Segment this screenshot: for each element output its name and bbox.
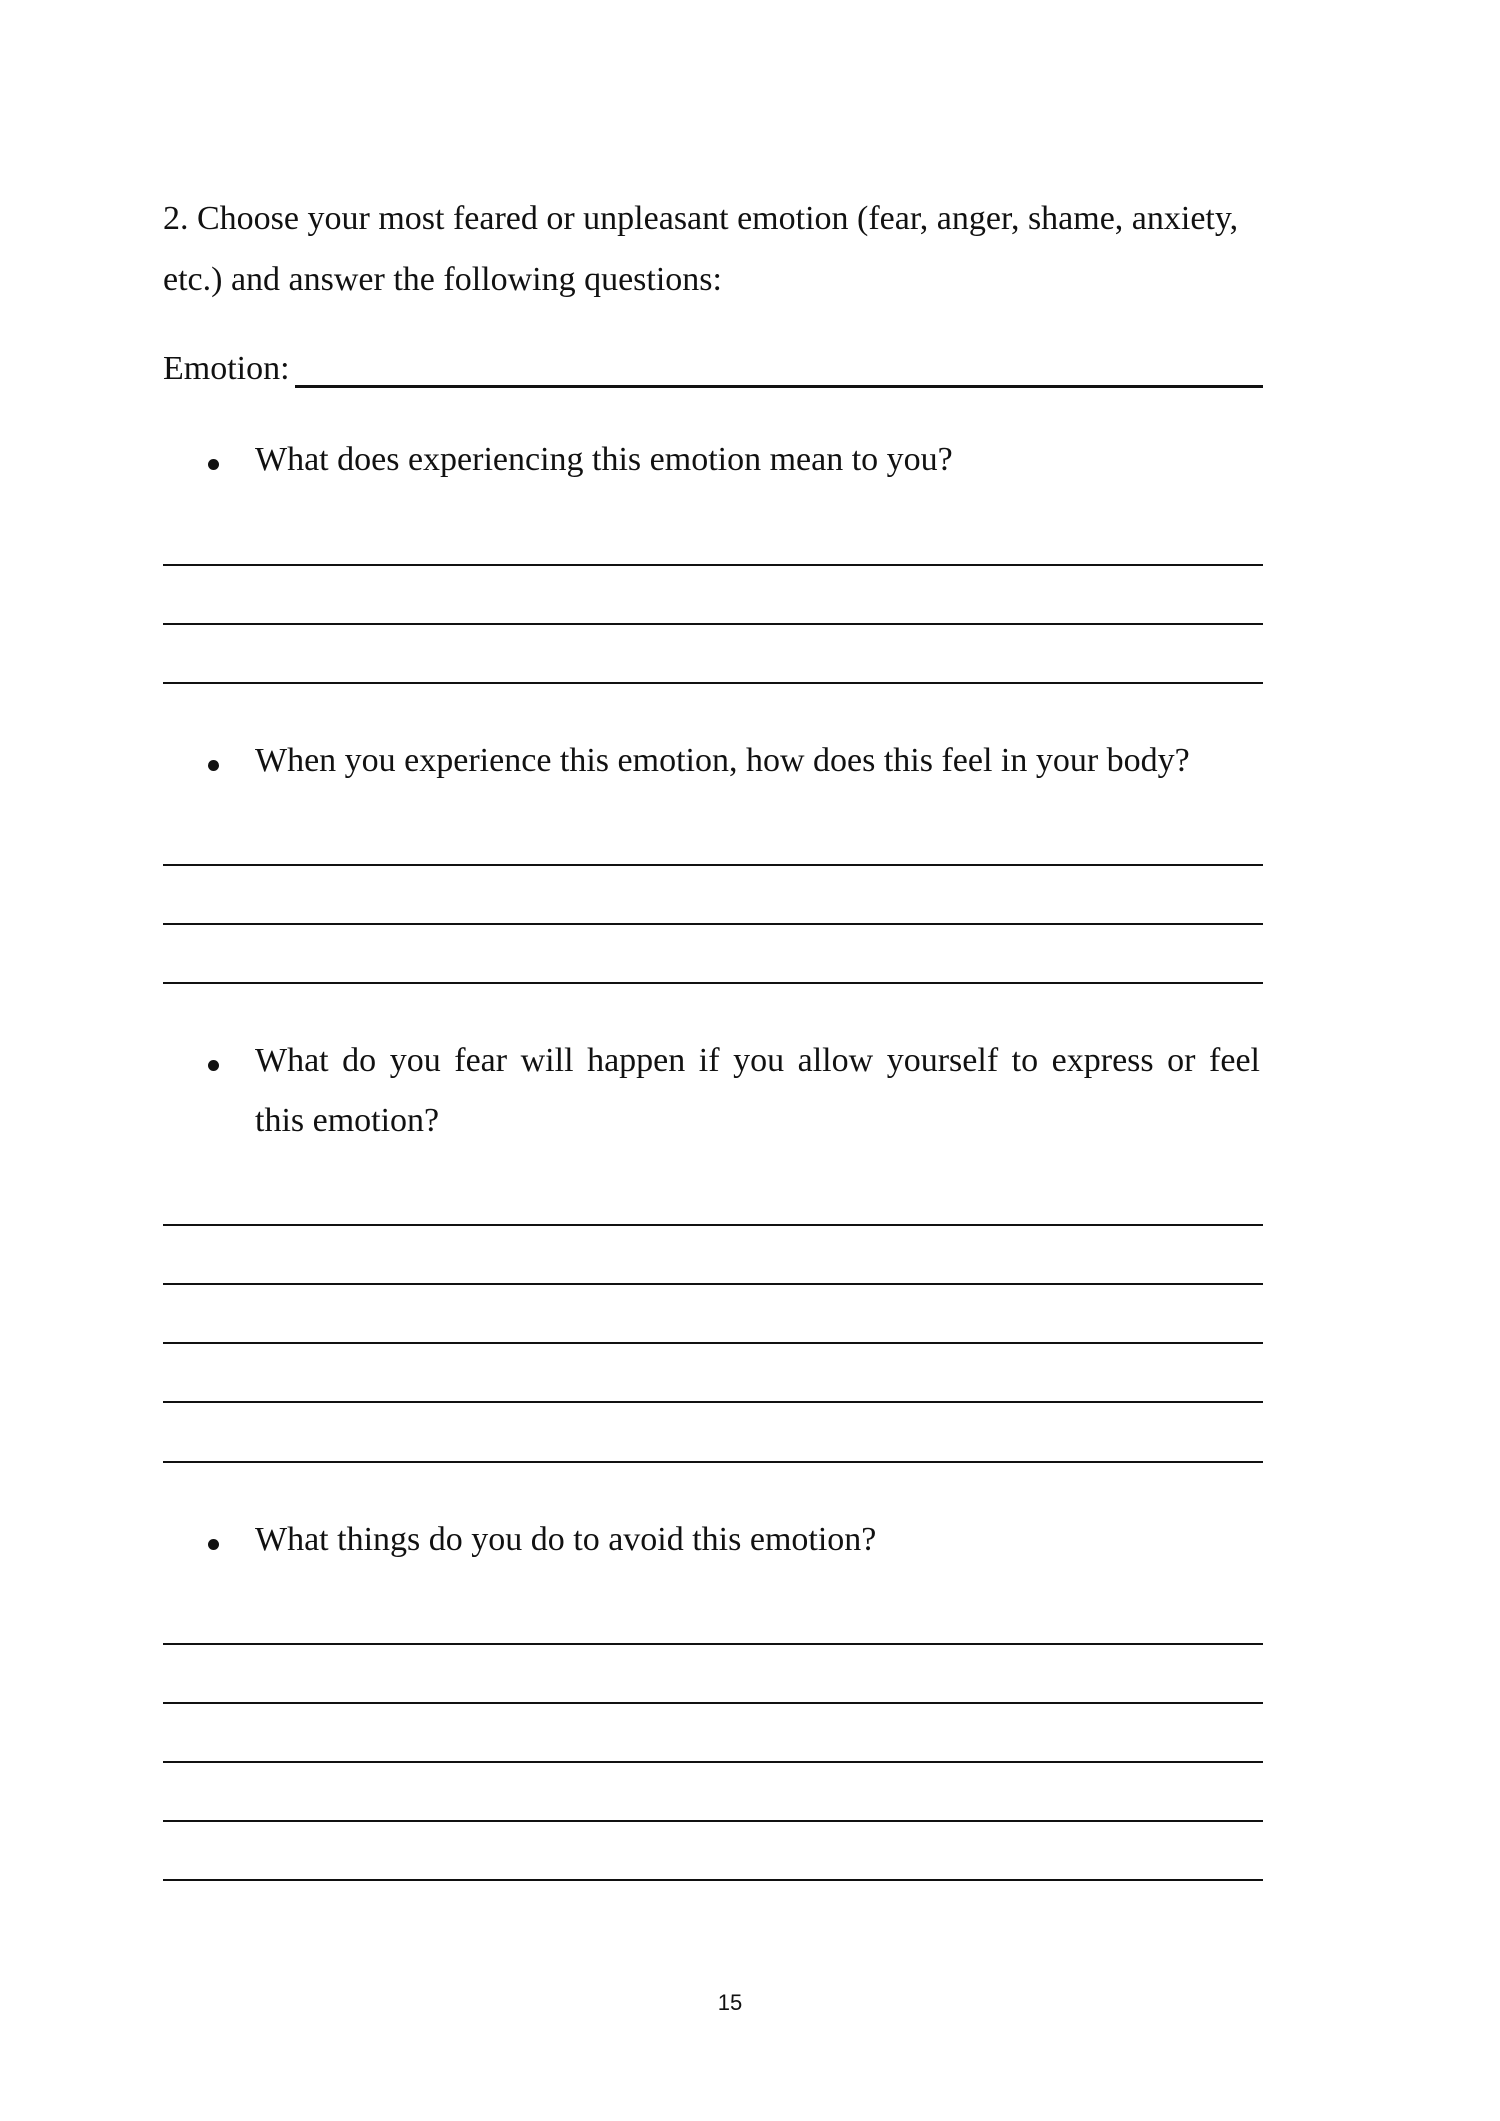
answer-line-q4-3[interactable]: [163, 1761, 1263, 1763]
answer-line-q3-3[interactable]: [163, 1342, 1263, 1344]
question-4-text: What things do you do to avoid this emotion?: [255, 1521, 877, 1558]
bullet-icon: [208, 459, 219, 470]
bullet-icon: [208, 760, 219, 771]
emotion-label: Emotion:: [163, 350, 290, 387]
answer-line-q2-3[interactable]: [163, 982, 1263, 984]
bullet-icon: [208, 1539, 219, 1550]
answer-line-q2-1[interactable]: [163, 864, 1263, 866]
answer-line-q4-2[interactable]: [163, 1702, 1263, 1704]
answer-line-q4-5[interactable]: [163, 1879, 1263, 1881]
answer-line-q2-2[interactable]: [163, 923, 1263, 925]
question-2-text: When you experience this emotion, how does this feel in your body?: [255, 742, 1190, 779]
page-number: 15: [717, 1990, 743, 2015]
emotion-input-line[interactable]: [295, 385, 1263, 388]
question-3-text-line-2: this emotion?: [255, 1102, 440, 1139]
answer-line-q3-2[interactable]: [163, 1283, 1263, 1285]
intro-text-line-1: 2. Choose your most feared or unpleasant emotion (fear, anger, shame, anxiety,: [163, 200, 1239, 237]
intro-text-line-2: etc.) and answer the following questions:: [163, 261, 722, 298]
answer-line-q3-5[interactable]: [163, 1461, 1263, 1463]
answer-line-q1-1[interactable]: [163, 564, 1263, 566]
answer-line-q3-1[interactable]: [163, 1224, 1263, 1226]
answer-line-q4-1[interactable]: [163, 1643, 1263, 1645]
question-3-text-line-1: What do you fear will happen if you allow yourself to express or feel: [255, 1042, 1260, 1079]
answer-line-q1-2[interactable]: [163, 623, 1263, 625]
bullet-icon: [208, 1060, 219, 1071]
answer-line-q1-3[interactable]: [163, 682, 1263, 684]
question-1-text: What does experiencing this emotion mean to you?: [255, 441, 953, 478]
answer-line-q4-4[interactable]: [163, 1820, 1263, 1822]
answer-line-q3-4[interactable]: [163, 1401, 1263, 1403]
